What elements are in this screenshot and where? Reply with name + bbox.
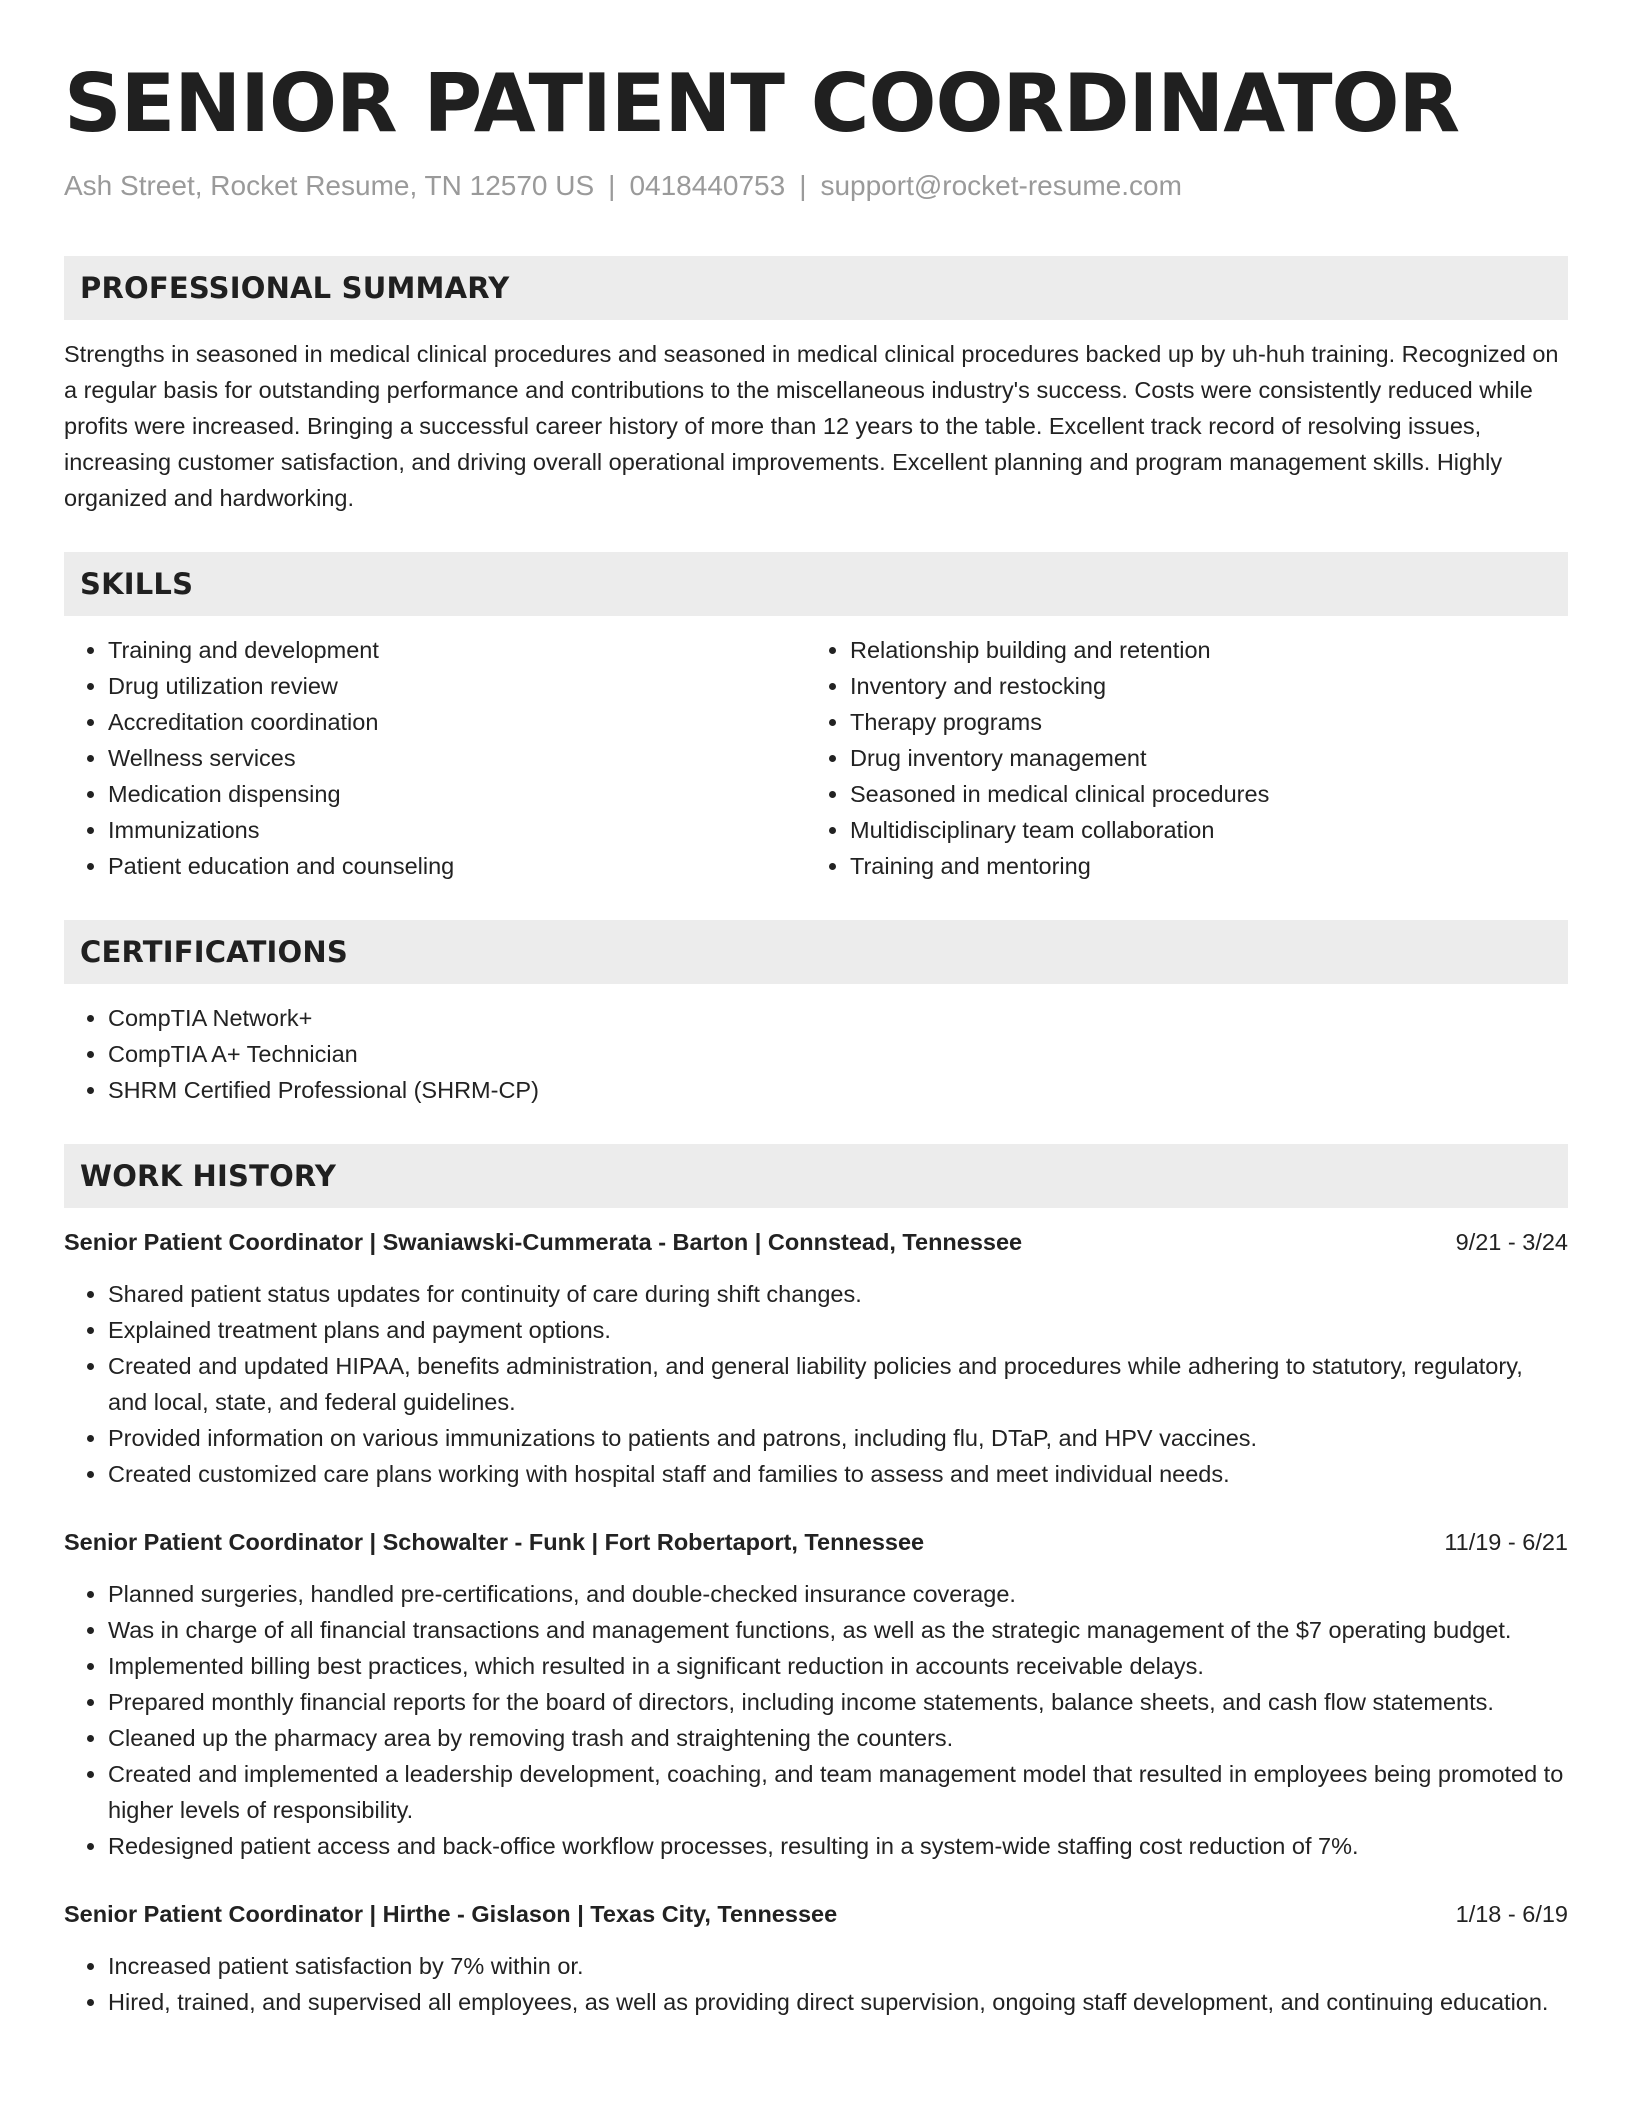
section-header-certifications: CERTIFICATIONS xyxy=(64,920,1568,984)
skill-item: • Seasoned in medical clinical procedures xyxy=(850,776,1548,812)
skills-list-left xyxy=(64,632,806,884)
job-header xyxy=(64,1524,1568,1560)
job-bullet: • Created and updated HIPAA, benefits administration, and general liability policies and procedures while adhering to statutory, regulatory, and local, state, and federal guidelines. xyxy=(108,1348,1568,1420)
job-bullet: • Redesigned patient access and back-office workflow processes, resulting in a system-wide staffing cost reduction of 7%. xyxy=(108,1828,1568,1864)
section-header-summary: PROFESSIONAL SUMMARY xyxy=(64,256,1568,320)
skill-item: • Wellness services xyxy=(108,740,806,776)
skills-grid xyxy=(64,632,1568,884)
contact-line xyxy=(64,168,1568,204)
job-bullet: • Cleaned up the pharmacy area by removing trash and straightening the counters. xyxy=(108,1720,1568,1756)
summary-text: Strengths in seasoned in medical clinical procedures and seasoned in medical clinical procedures backed up by uh-huh training. Recognized on a regular basis for outstanding performance and contributions to the miscellaneous industry's success. Costs were consistently reduced while profits were increased. Bringing a successful career history of more than 12 years to the table. Excellent track record of resolving issues, increasing customer satisfaction, and driving overall operational improvements. Excellent planning and program management skills. Highly organized and hardworking. xyxy=(64,341,1559,511)
skill-item: • Relationship building and retention xyxy=(850,632,1548,668)
section-header-work-history: WORK HISTORY xyxy=(64,1144,1568,1208)
job-title: Senior Patient Coordinator | Hirthe - Gislason | Texas City, Tennessee xyxy=(64,1901,838,1927)
job-bullets xyxy=(64,1948,1568,2020)
skill-item: • Drug inventory management xyxy=(850,740,1548,776)
skill-item: • Training and mentoring xyxy=(850,848,1548,884)
certification-item: • CompTIA Network+ xyxy=(108,1000,1568,1036)
section-header-skills: SKILLS xyxy=(64,552,1568,616)
job-bullet: • Was in charge of all financial transactions and management functions, as well as the strategic management of the $7 operating budget. xyxy=(108,1612,1568,1648)
skill-item: • Accreditation coordination xyxy=(108,704,806,740)
contact-address: Ash Street, Rocket Resume, TN 12570 US xyxy=(64,170,595,201)
job-header xyxy=(64,1896,1568,1932)
job-bullet: • Implemented billing best practices, which resulted in a significant reduction in accounts receivable delays. xyxy=(108,1648,1568,1684)
job-title: Senior Patient Coordinator | Swaniawski-Cummerata - Barton | Connstead, Tennessee xyxy=(64,1229,1023,1255)
job-bullet: • Hired, trained, and supervised all employees, as well as providing direct supervision, ongoing staff development, and continuing education. xyxy=(108,1984,1568,2020)
skill-item: • Immunizations xyxy=(108,812,806,848)
job-bullet: • Increased patient satisfaction by 7% within or. xyxy=(108,1948,1568,1984)
candidate-name: SENIOR PATIENT COORDINATOR xyxy=(64,57,1460,150)
certification-item: • SHRM Certified Professional (SHRM-CP) xyxy=(108,1072,1568,1108)
skill-item: • Inventory and restocking xyxy=(850,668,1548,704)
contact-phone: 0418440753 xyxy=(629,170,786,201)
job-bullet: • Planned surgeries, handled pre-certifications, and double-checked insurance coverage. xyxy=(108,1576,1568,1612)
certifications-list xyxy=(64,1000,1568,1108)
skill-item: • Patient education and counseling xyxy=(108,848,806,884)
job-bullet: • Prepared monthly financial reports for the board of directors, including income statements, balance sheets, and cash flow statements. xyxy=(108,1684,1568,1720)
job-bullet: • Shared patient status updates for continuity of care during shift changes. xyxy=(108,1276,1568,1312)
job-title: Senior Patient Coordinator | Schowalter - Funk | Fort Robertaport, Tennessee xyxy=(64,1529,925,1555)
job-bullet: • Provided information on various immunizations to patients and patrons, including flu, DTaP, and HPV vaccines. xyxy=(108,1420,1568,1456)
job-entry xyxy=(64,1524,1568,1864)
contact-separator: | xyxy=(608,170,616,201)
job-entry xyxy=(64,1896,1568,2020)
job-bullet: • Created and implemented a leadership development, coaching, and team management model that resulted in employees being promoted to higher levels of responsibility. xyxy=(108,1756,1568,1828)
contact-email: support@rocket-resume.com xyxy=(820,170,1182,201)
job-bullet: • Created customized care plans working with hospital staff and families to assess and meet individual needs. xyxy=(108,1456,1568,1492)
job-bullets xyxy=(64,1276,1568,1492)
job-bullets xyxy=(64,1576,1568,1864)
job-entry xyxy=(64,1224,1568,1492)
job-dates: 11/19 - 6/21 xyxy=(1444,1529,1568,1555)
skill-item: • Multidisciplinary team collaboration xyxy=(850,812,1548,848)
contact-separator: | xyxy=(799,170,807,201)
skill-item: • Medication dispensing xyxy=(108,776,806,812)
job-header xyxy=(64,1224,1568,1260)
skill-item: • Therapy programs xyxy=(850,704,1548,740)
job-dates: 1/18 - 6/19 xyxy=(1455,1901,1568,1927)
skills-list-right xyxy=(806,632,1548,884)
certification-item: • CompTIA A+ Technician xyxy=(108,1036,1568,1072)
job-bullet: • Explained treatment plans and payment options. xyxy=(108,1312,1568,1348)
skill-item: • Drug utilization review xyxy=(108,668,806,704)
skill-item: • Training and development xyxy=(108,632,806,668)
job-dates: 9/21 - 3/24 xyxy=(1455,1229,1568,1255)
